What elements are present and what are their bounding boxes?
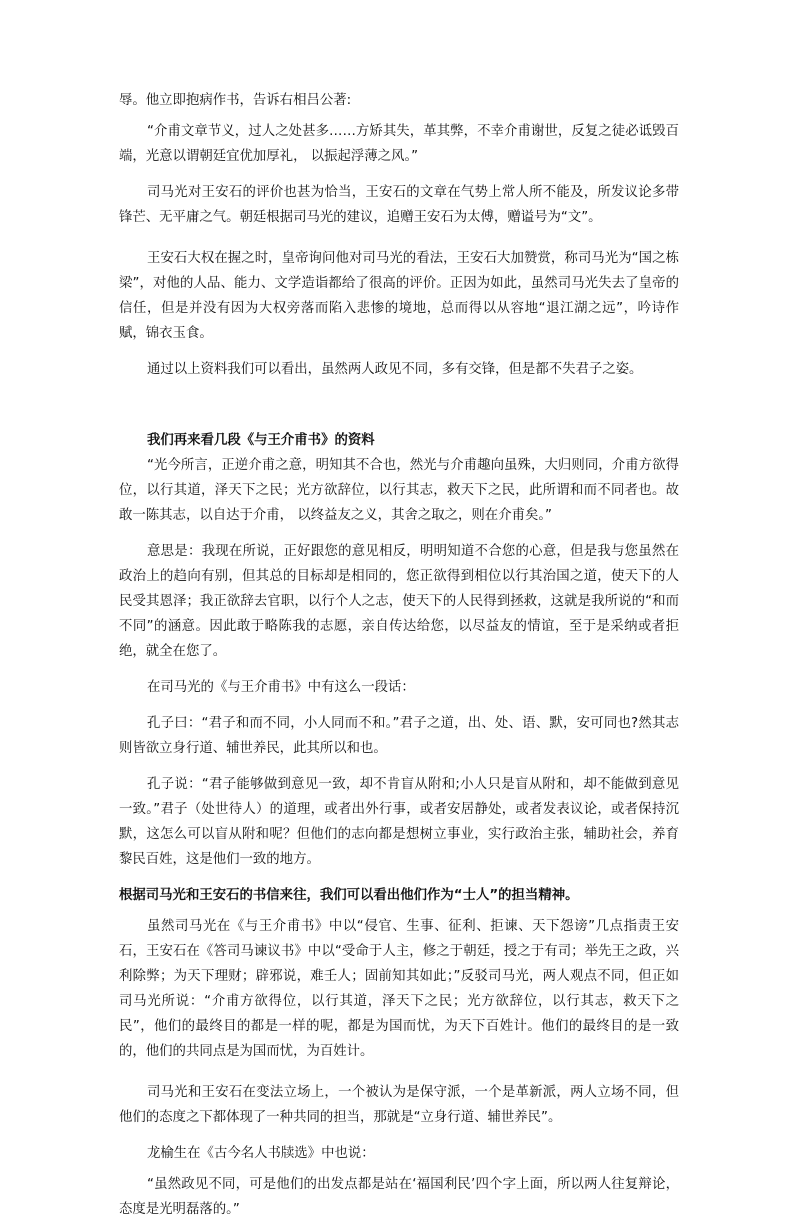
- paragraph-long-yusheng: 龙榆生在《古今名人书牍选》中也说：: [147, 1146, 375, 1161]
- paragraph-conclusion-1: 通过以上资料我们可以看出，虽然两人政见不同，多有交锋，但是都不失君子之姿。: [147, 362, 643, 377]
- section-heading-letters: 我们再来看几段《与王介甫书》的资料: [147, 433, 375, 448]
- paragraph-disputes: 虽然司马光在《与王介甫书》中以“侵官、生事、征利、拒谏、天下怨谤”几点指责王安石，王安石在《答司马谏议书》中以“受命于人主，修之于朝廷，授之于有司；举先王之政，兴利除弊；为天下理财；辟邪说，难壬人；固前知其如此；”反驳司马光，两人观点不同，但正如司马光所说：“介甫方欲得位，以行其道，泽天下之民；光方欲辞位，以行其志，救天下之民”，他们的最终目的都是一样的呢，都是为国而忧，为天下百姓计。他们的最终目的是一致的，他们的共同点是为国而忧，为百姓计。: [119, 919, 679, 1059]
- paragraph-confucius-translation: 孔子说：“君子能够做到意见一致，却不肯盲从附和;小人只是盲从附和，却不能做到意见一致。”君子（处世待人）的道理，或者出外行事，或者安居静处，或者发表议论，或者保持沉默，这怎么可以盲从附和呢？但他们的志向都是想树立事业，实行政治主张，辅助社会，养育黎民百姓，这是他们一致的地方。: [119, 777, 679, 867]
- section-heading-scholar-spirit: 根据司马光和王安石的书信来往，我们可以看出他们作为“士人”的担当精神。: [119, 888, 579, 903]
- paragraph-evaluation: 司马光对王安石的评价也甚为恰当，王安石的文章在气势上常人所不能及，所发议论多带锋芒、无平庸之气。朝廷根据司马光的建议，追赠王安石为太傅，赠谥号为“文”。: [119, 185, 679, 225]
- paragraph-positions: 司马光和王安石在变法立场上，一个被认为是保守派，一个是革新派，两人立场不同，但他们的态度之下都体现了一种共同的担当，那就是“立身行道、辅世养民”。: [119, 1085, 679, 1125]
- quote-classical-letter: “光今所言，正逆介甫之意，明知其不合也，然光与介甫趣向虽殊，大归则同，介甫方欲得位，以行其道，泽天下之民；光方欲辞位，以行其志，救天下之民，此所谓和而不同者也。故敢一陈其志，以自达于介甫， 以终益友之义，其舍之取之，则在介甫矣。”: [119, 458, 679, 523]
- paragraph-intro-quote: 在司马光的《与王介甫书》中有这么一段话：: [147, 680, 415, 695]
- quote-sima-guang-letter: “介甫文章节义，过人之处甚多……方矫其失，革其弊，不幸介甫谢世，反复之徒必诋毁百端，光意以谓朝廷宜优加厚礼， 以振起浮薄之风。”: [119, 124, 679, 164]
- quote-long-yusheng: “虽然政见不同，可是他们的出发点都是站在‘福国利民’四个字上面，所以两人往复辩论，态度是光明磊落的。”: [119, 1177, 679, 1217]
- paragraph-translation: 意思是：我现在所说，正好跟您的意见相反，明明知道不合您的心意，但是我与您虽然在政治上的趋向有别，但其总的目标却是相同的，您正欲得到相位以行其治国之道，使天下的人民受其恩泽；我正欲辞去官职，以行个人之志，使天下的人民得到拯救，这就是我所说的“和而不同”的涵意。因此敢于略陈我的志愿，亲自传达给您，以尽益友的情谊，至于是采纳或者拒绝，就全在您了。: [119, 544, 679, 659]
- quote-confucius: 孔子曰：“君子和而不同，小人同而不和。”君子之道，出、处、语、默，安可同也?然其志则皆欲立身行道、辅世养民，此其所以和也。: [119, 716, 679, 756]
- paragraph-wang-anshi-praise: 王安石大权在握之时，皇帝询问他对司马光的看法，王安石大加赞赏，称司马光为“国之栋梁”，对他的人品、能力、文学造诣都给了很高的评价。正因为如此，虽然司马光失去了皇帝的信任，但是并没有因为大权旁落而陷入悲惨的境地，总而得以从容地“退江湖之远”，吟诗作赋，锦衣玉食。: [119, 251, 679, 341]
- paragraph-opening: 辱。他立即抱病作书，告诉右相吕公著:: [119, 93, 352, 108]
- document-page: [119, 88, 679, 1222]
